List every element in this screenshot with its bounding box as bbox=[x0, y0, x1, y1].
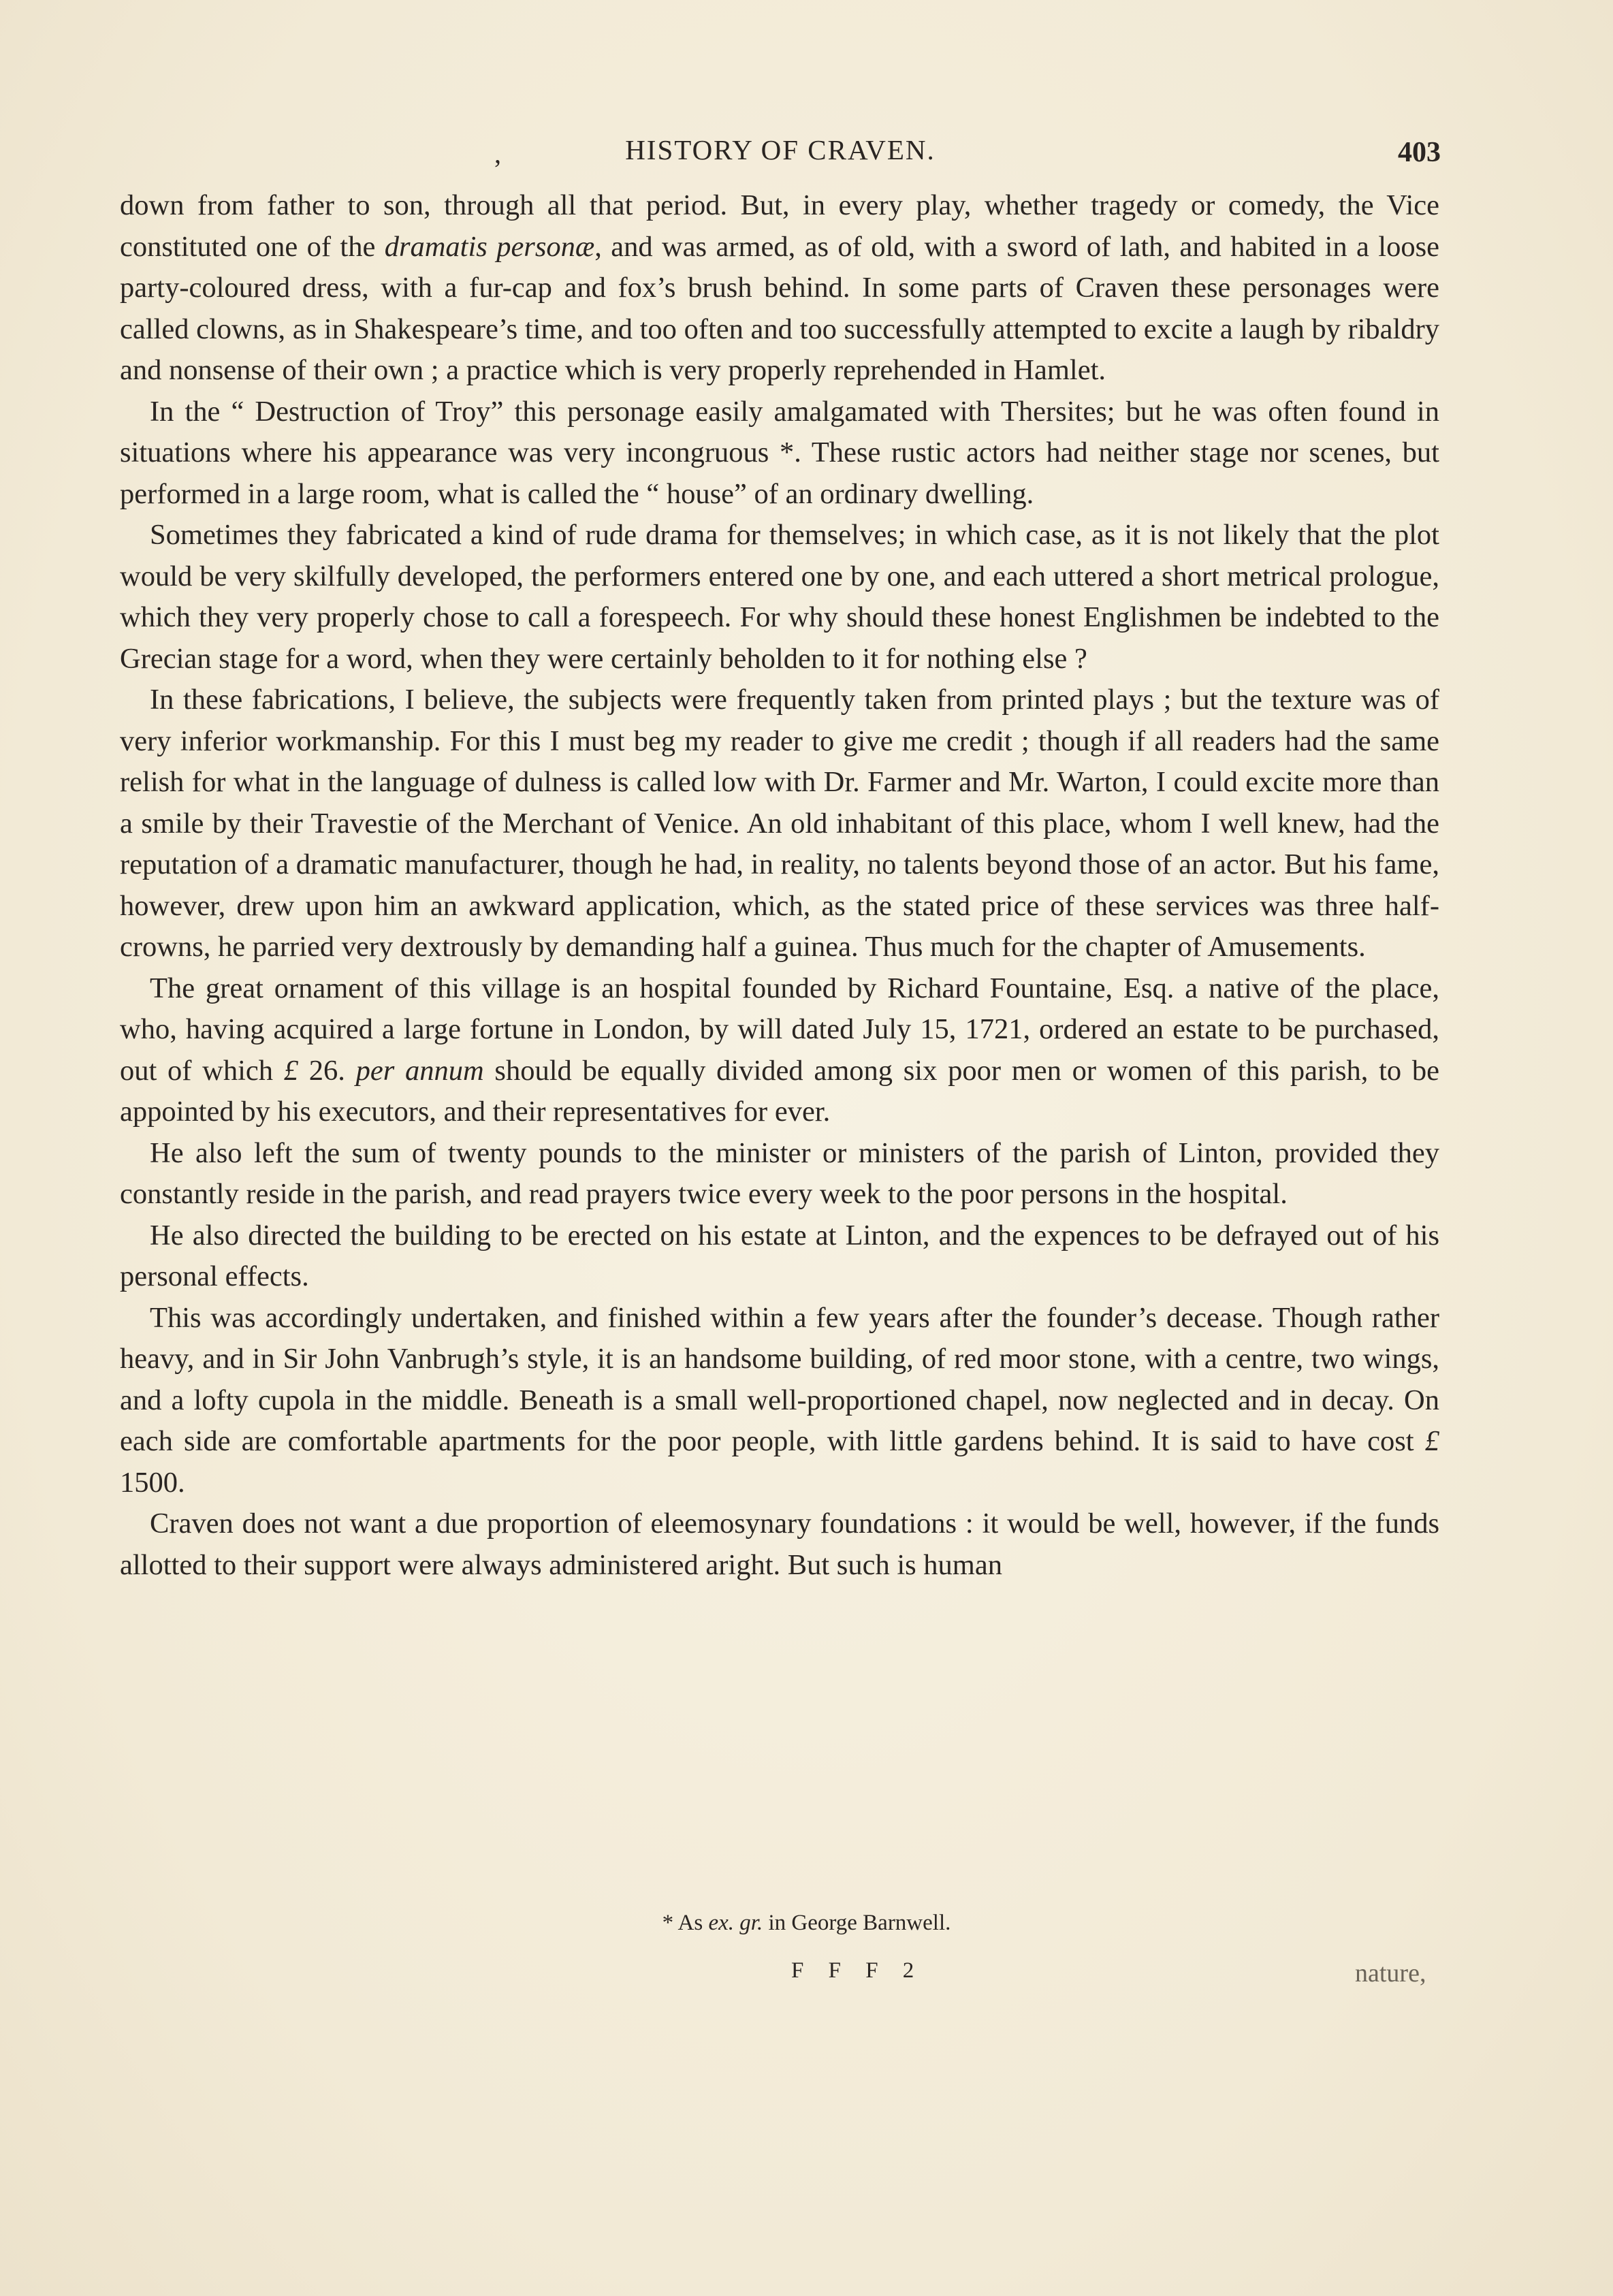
paragraph-text: should be equally divided among six poor men or women of this parish, to be appointed by his executors, and their representatives for ever. bbox=[120, 1054, 1439, 1128]
paragraph-text: This was accordingly undertaken, and finished within a few years after the founder’s decease. Though rather heavy, and in Sir John Vanbrugh’s style, it is an handsome building, of red moor stone, with a centre, two wings, and a lofty cupola in the middle. Beneath is a small well-proportioned chapel, now neglected and in decay. On each side are comfortable apartments for the poor people, with little gardens behind. It is said to have cost bbox=[120, 1301, 1439, 1457]
paragraph-text: He also directed the building to be erected on his estate at Linton, and the expences to be defrayed out of his personal effects. bbox=[120, 1219, 1439, 1292]
italic-text: per annum bbox=[355, 1054, 484, 1087]
paragraph bbox=[120, 1215, 1439, 1298]
paragraph-text: 26. bbox=[298, 1054, 356, 1087]
paragraph-text: 1500. bbox=[120, 1466, 185, 1499]
paragraph-text: , and was armed, as of old, with a sword of lath, and habited in a loose party-coloured dress, with a fur-cap and fox’s brush behind. In some parts of Craven these personages were called clowns, as in Shakespeare’s time, and too often and too successfully attempted to excite a laugh by ribaldry and nonsense of their own ; a practice which is very properly reprehended in Hamlet. bbox=[120, 230, 1440, 386]
paragraph bbox=[120, 1298, 1439, 1504]
paragraph-text: Craven does not want a due proportion of eleemosynary foundations : it would be well, however, if the funds allotted to their support were always administered aright. But such is human bbox=[120, 1508, 1439, 1581]
footnote-abbreviation: ex. gr. bbox=[708, 1911, 763, 1935]
italic-text: £ bbox=[1424, 1425, 1439, 1457]
paragraph-text: In the “ Destruction of Troy” this personage easily amalgamated with Thersites; but he was often found in situations where his appearance was very incongruous *. These rustic actors had neither stage nor scenes, but performed in a large room, what is called the “ house” of an ordinary dwelling. bbox=[120, 395, 1439, 510]
paragraph bbox=[120, 392, 1439, 515]
page-number: 403 bbox=[1398, 137, 1441, 168]
catchword: nature, bbox=[1355, 1959, 1426, 1988]
paragraph bbox=[120, 515, 1439, 680]
signature-mark: F F F 2 bbox=[791, 1958, 924, 1983]
paragraph-text: The great ornament of this village is an hospital founded by Richard Fountaine, Esq. a native of the place, who, having acquired a large fortune in London, by will dated July 15, 1721, ordered an estate to be purchased, out of which bbox=[120, 972, 1439, 1087]
paragraph-text: down from father to son, through all that period. But, in every play, whether tragedy or comedy, the Vice constituted one of the bbox=[120, 189, 1439, 263]
footnote-marker: * bbox=[662, 1911, 674, 1935]
footnote-text-pre: As bbox=[673, 1911, 709, 1935]
footnote bbox=[0, 1911, 1613, 1936]
paragraph bbox=[120, 1503, 1439, 1586]
running-title: HISTORY OF CRAVEN. bbox=[625, 134, 936, 165]
running-head bbox=[120, 133, 1441, 174]
paragraph-text: Sometimes they fabricated a kind of rude drama for themselves; in which case, as it is not likely that the plot would be very skilfully developed, the performers entered one by one, and each uttered a short metrical prologue, which they very properly chose to call a forespeech. For why should these honest Englishmen be indebted to the Grecian stage for a word, when they were certainly beholden to it for nothing else ? bbox=[120, 519, 1439, 675]
italic-text: £ bbox=[283, 1054, 299, 1087]
paragraph bbox=[120, 968, 1439, 1133]
footnote-text-post: in George Barnwell. bbox=[763, 1911, 951, 1935]
head-mark: , bbox=[494, 138, 501, 169]
paragraph-text: In these fabrications, I believe, the subjects were frequently taken from printed plays ; but the texture was of very inferior workmanship. For this I must beg my reader to give me credit ; though if all readers had the same relish for what in the language of dulness is called low with Dr. Farmer and Mr. Warton, I could excite more than a smile by their Travestie of the Merchant of Venice. An old inhabitant of this place, whom I well knew, had the reputation of a dramatic manufacturer, though he had, in reality, no talents beyond those of an actor. But his fame, however, drew upon him an awkward application, which, as the stated price of these services was three half-crowns, he parried very dextrously by demanding half a guinea. Thus much for the chapter of Amusements. bbox=[120, 684, 1439, 963]
paragraph bbox=[120, 185, 1439, 392]
italic-text: dramatis personæ bbox=[384, 230, 595, 263]
body-text bbox=[120, 185, 1439, 1586]
paragraph bbox=[120, 680, 1439, 968]
paragraph bbox=[120, 1133, 1439, 1215]
paragraph-text: He also left the sum of twenty pounds to the minister or ministers of the parish of Linton, provided they constantly reside in the parish, and read prayers twice every week to the poor persons in the hospital. bbox=[120, 1136, 1439, 1210]
